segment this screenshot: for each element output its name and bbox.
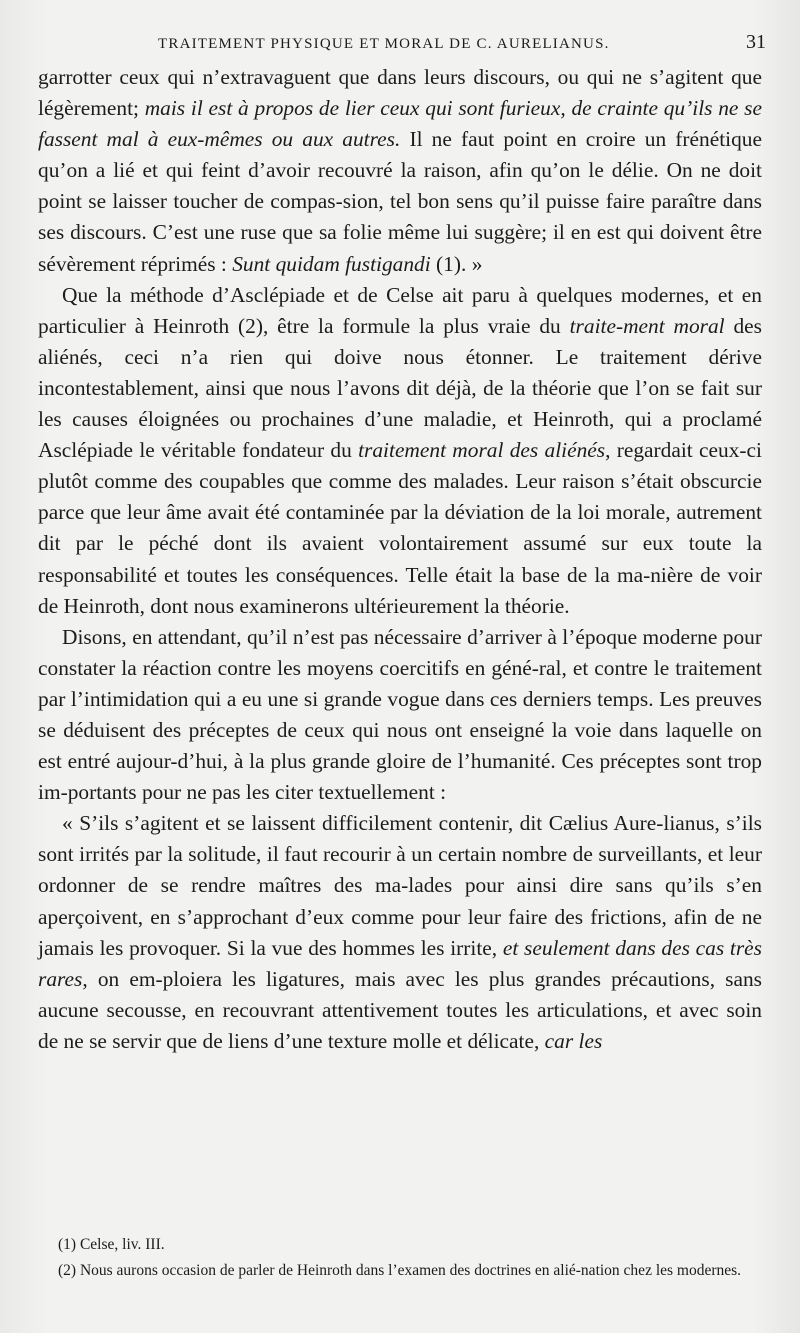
italic-run: Sunt quidam fustigandi [232, 251, 431, 276]
paragraph-1 [38, 62, 762, 280]
running-title: TRAITEMENT PHYSIQUE ET MORAL DE C. AURELIANUS. [158, 36, 610, 52]
italic-run: car les [544, 1028, 603, 1053]
text-run: (1). » [430, 251, 483, 276]
paragraph-4-quote [38, 808, 762, 1057]
footnote-1: (1) Celse, liv. III. [58, 1236, 165, 1253]
page-header [158, 30, 772, 58]
paragraph-2 [38, 280, 762, 622]
italic-run: et seulement dans des cas très rares [38, 935, 762, 991]
italic-run: traitement moral des aliénés [358, 438, 606, 463]
text-run: garrotter ceux qui n’extravaguent que dans leurs discours, ou qui ne s’agitent que légèrement; [38, 65, 762, 121]
text-run: , regardait ceux-ci plutôt comme des coupables que comme des malades. Leur raison s’était obscurcie parce que leur âme avait été contaminée par la déviation de la loi morale, autrement dit par le péché dont ils avaient volontairement assumé sur eux toute la responsabilité et toutes les conséquences. Telle était la base de la ma-nière de voir de Heinroth, dont nous examinerons ultérieurement la théorie. [38, 438, 762, 618]
text-run: , on em-ploiera les ligatures, mais avec les plus grandes précautions, sans aucune secousse, en recouvrant attentivement toutes les articulations, et avec soin de ne se servir que de liens d’une texture molle et délicate, [38, 966, 762, 1053]
text-run: Disons, en attendant, qu’il n’est pas nécessaire d’arriver à l’époque moderne pour constater la réaction contre les moyens coercitifs en géné-ral, et contre le traitement par l’intimidation qui a eu une si grande vogue dans ces derniers temps. Les preuves se déduisent des préceptes de ceux qui nous ont enseigné la voie dans laquelle on est entré aujour-d’hui, à la plus grande gloire de l’humanité. Ces préceptes sont trop im-portants pour ne pas les citer textuellement : [38, 624, 762, 805]
paragraph-3 [38, 622, 762, 809]
text-run: Que la méthode d’Asclépiade et de Celse ait paru à quelques modernes, et en particulier à Heinroth (2), être la formule la plus vraie du [38, 282, 762, 338]
text-run: Il ne faut point en croire un frénétique qu’on a lié et qui feint d’avoir recouvré la raison, afin qu’on le délie. On ne doit point se laisser toucher de compas-sion, tel bon sens qu’il puisse faire paraître dans ses discours. C’est une ruse que sa folie même lui suggère; il en est qui doivent être sévèrement réprimés : [38, 127, 762, 276]
main-text [38, 62, 762, 1057]
footnotes [38, 1232, 762, 1284]
italic-run: traite-ment moral [569, 313, 725, 338]
footnote-2: (2) Nous aurons occasion de parler de Heinroth dans l’examen des doctrines en alié-nation chez les modernes. [58, 1262, 742, 1279]
text-run: des aliénés, ceci n’a rien qui doive nous étonner. Le traitement dérive incontestablement, ainsi que nous l’avons dit déjà, de la théorie que l’on se fait sur les causes éloignées ou prochaines d’une maladie, et Heinroth, qui a proclamé Asclépiade le véritable fondateur du [38, 313, 762, 463]
italic-run: mais il est à propos de lier ceux qui sont furieux, de crainte qu’ils ne se fassent mal à eux-mêmes ou aux autres. [38, 96, 762, 152]
text-run: « S’ils s’agitent et se laissent difficilement contenir, dit Cælius Aure-lianus, s’ils sont irrités par la solitude, il faut recourir à un certain nombre de surveillants, et leur ordonner de se rendre maîtres des ma-lades pour ainsi dire sans qu’ils s’en aperçoivent, en s’approchant d’eux comme pour leur faire des frictions, afin de ne jamais les provoquer. Si la vue des hommes les irrite, [38, 811, 762, 960]
page-number: 31 [746, 31, 766, 53]
